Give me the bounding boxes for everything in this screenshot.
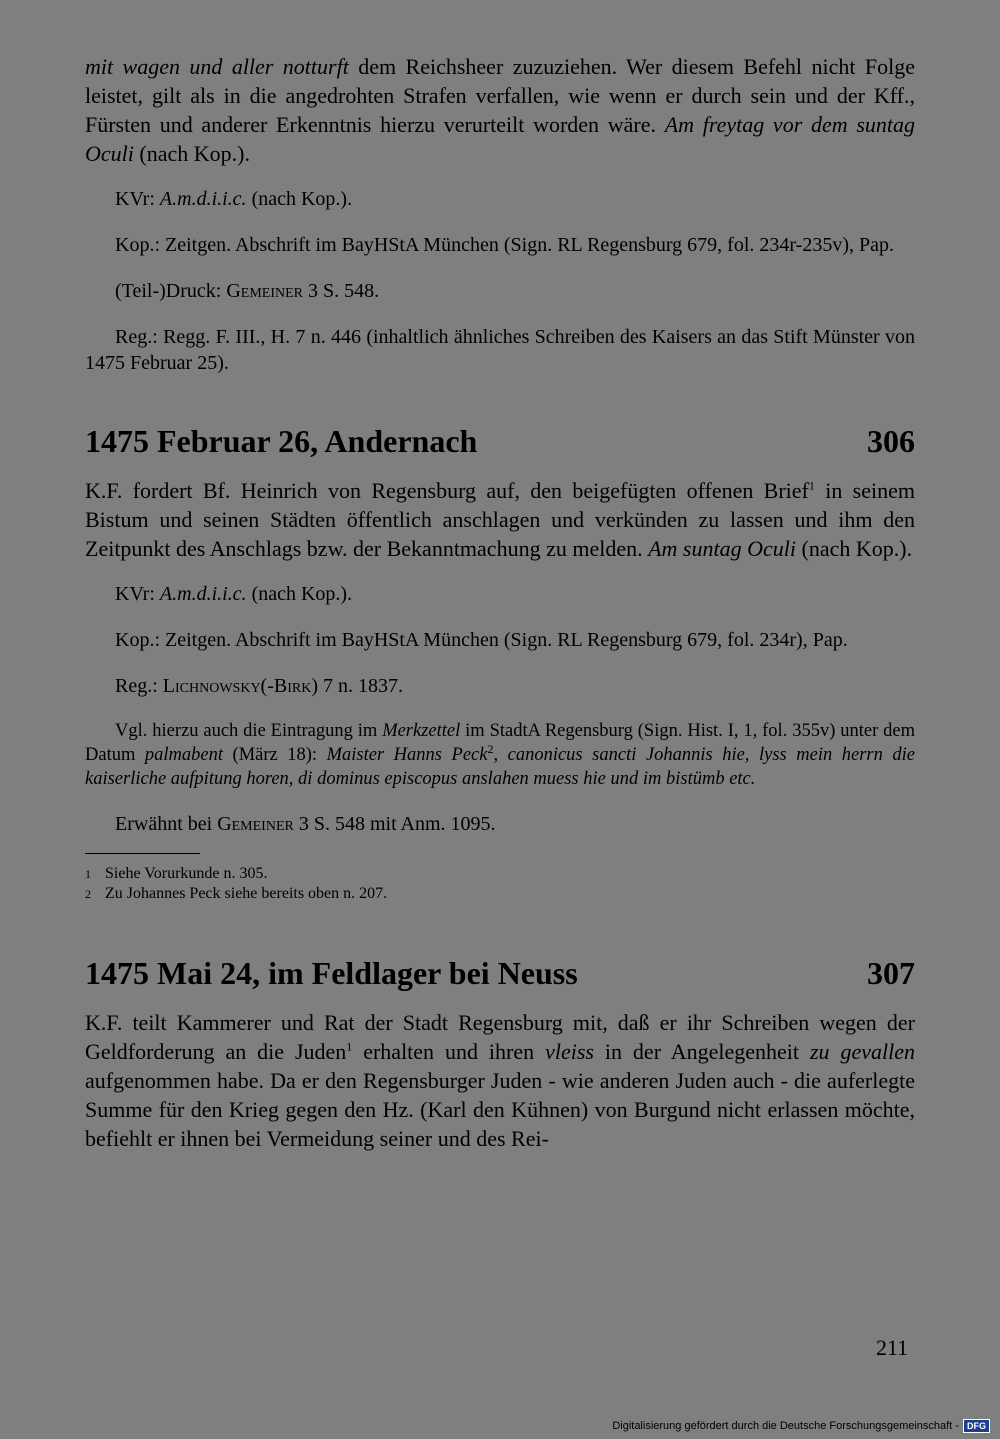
label: Reg.:: [115, 675, 163, 697]
text: in der Angelegenheit: [593, 1039, 810, 1064]
text: aufgenommen habe. Da er den Regensburger Juden - wie anderen Juden auch - die auferlegte Summe für den Krieg gegen den Hz. (Karl den Kühnen) von Burgund nicht erlassen möchte, befiehlt er ihnen bei Vermeidung seiner und des Rei-: [85, 1068, 915, 1151]
text: erhalten und ihren: [352, 1039, 546, 1064]
page-content: [85, 52, 915, 1153]
label: KVr:: [115, 188, 160, 210]
footnote-ref: 1: [808, 478, 815, 493]
erwaehnt-line: [85, 811, 915, 837]
entry-heading-307: [85, 954, 915, 992]
text: (nach Kop.).: [133, 141, 250, 166]
text: K.F. teilt Kammerer und Rat der Stadt Regensburg mit, daß er ihr Schreiben wegen der Geldforderung an die Juden: [85, 1010, 915, 1064]
entry-title: 1475 Februar 26, Andernach: [85, 423, 478, 459]
author: Lichnowsky(-Birk): [162, 675, 318, 697]
text: Vgl. hierzu auch die Eintragung im: [115, 721, 383, 741]
kvr-line: [85, 581, 915, 607]
text: im StadtA Regensburg (Sign. Hist. I, 1, fol. 355v) unter dem Datum: [85, 721, 915, 765]
footnote-number: 1: [85, 867, 91, 881]
text: (nach Kop.).: [796, 536, 913, 561]
page-number: 211: [876, 1335, 909, 1360]
reg-line: Reg.: Regg. F. III., H. 7 n. 446 (inhaltlich ähnliches Schreiben des Kaisers an das Stift Münster von 1475 Februar 25).: [85, 326, 915, 374]
footnote-ref: 2: [487, 741, 494, 756]
footnote-ref: 1: [346, 1039, 353, 1054]
text: 3 S. 548 mit Anm. 1095.: [293, 813, 496, 835]
text: dem Reichsheer zuzuziehen. Wer diesem Befehl nicht Folge leistet, gilt als in die angedrohten Strafen verfallen, wie wenn er durch sein und der Kff., Fürsten und anderer Erkenntnis hierzu verurteilt worden wäre.: [85, 54, 915, 137]
text: in seinem Bistum und seinen Städten öffentlich anschlagen und verkünden zu lassen und ihm den Zeitpunkt des Anschlags bzw. der Bekanntmachung zu melden.: [85, 478, 915, 561]
intro-paragraph: [85, 52, 915, 168]
footnote-2: [85, 884, 915, 904]
label: KVr:: [115, 583, 160, 605]
entry-number: 307: [867, 955, 915, 991]
vgl-paragraph: [85, 719, 915, 791]
text: Erwähnt bei: [115, 813, 218, 835]
dfg-footer: [612, 1419, 990, 1433]
italic-term: Merkzettel: [382, 721, 461, 741]
footnote-text: Siehe Vorurkunde n. 305.: [105, 865, 268, 882]
italic-term: palmabent: [144, 745, 223, 765]
author: Gemeiner: [217, 813, 294, 835]
entry-heading-306: [85, 422, 915, 460]
reg-line: [85, 673, 915, 699]
kop-line: Kop.: Zeitgen. Abschrift im BayHStA München (Sign. RL Regensburg 679, fol. 234r-235v), Pap.: [115, 234, 894, 256]
footnote-1: [85, 864, 915, 884]
footnote-text: Zu Johannes Peck siehe bereits oben n. 207.: [105, 885, 388, 902]
italic-quote: mit wagen und aller notturft: [85, 54, 349, 79]
abbr: A.m.d.i.i.c.: [159, 583, 247, 605]
entry-title: 1475 Mai 24, im Feldlager bei Neuss: [85, 955, 578, 991]
entry-number: 306: [867, 423, 915, 459]
italic-quote: Am suntag Oculi: [648, 536, 796, 561]
dfg-logo: DFG: [963, 1419, 990, 1433]
italic-term: zu gevallen: [809, 1039, 915, 1064]
italic-quote: Am freytag vor dem suntag Oculi: [85, 112, 915, 166]
abbr: A.m.d.i.i.c.: [159, 188, 247, 210]
footer-text: Digitalisierung gefördert durch die Deutsche Forschungsgemeinschaft -: [612, 1420, 959, 1432]
text: K.F. fordert Bf. Heinrich von Regensburg auf, den beigefügten offenen Brief: [85, 478, 809, 503]
text: (März 18):: [223, 745, 327, 765]
text: (nach Kop.).: [246, 583, 353, 605]
kop-line: Kop.: Zeitgen. Abschrift im BayHStA München (Sign. RL Regensburg 679, fol. 234r), Pap.: [115, 629, 848, 651]
italic-term: vleiss: [545, 1039, 594, 1064]
italic-quote: , canonicus sancti Johannis hie, lyss mein herrn die kaiserliche aufpitung horen, di dominus episcopus anslahen muess hie und im bistümb etc.: [85, 745, 915, 789]
author: Gemeiner: [226, 280, 303, 302]
entry-306-body: [85, 476, 915, 563]
text: (nach Kop.).: [246, 188, 353, 210]
italic-quote: Maister Hanns Peck: [326, 745, 488, 765]
label: (Teil-)Druck:: [115, 280, 227, 302]
druck-line: [85, 278, 915, 304]
text: 7 n. 1837.: [317, 675, 403, 697]
entry-307-body: [85, 1008, 915, 1153]
footnote-number: 2: [85, 887, 91, 901]
text: 3 S. 548.: [303, 280, 380, 302]
kvr-line: [85, 186, 915, 212]
